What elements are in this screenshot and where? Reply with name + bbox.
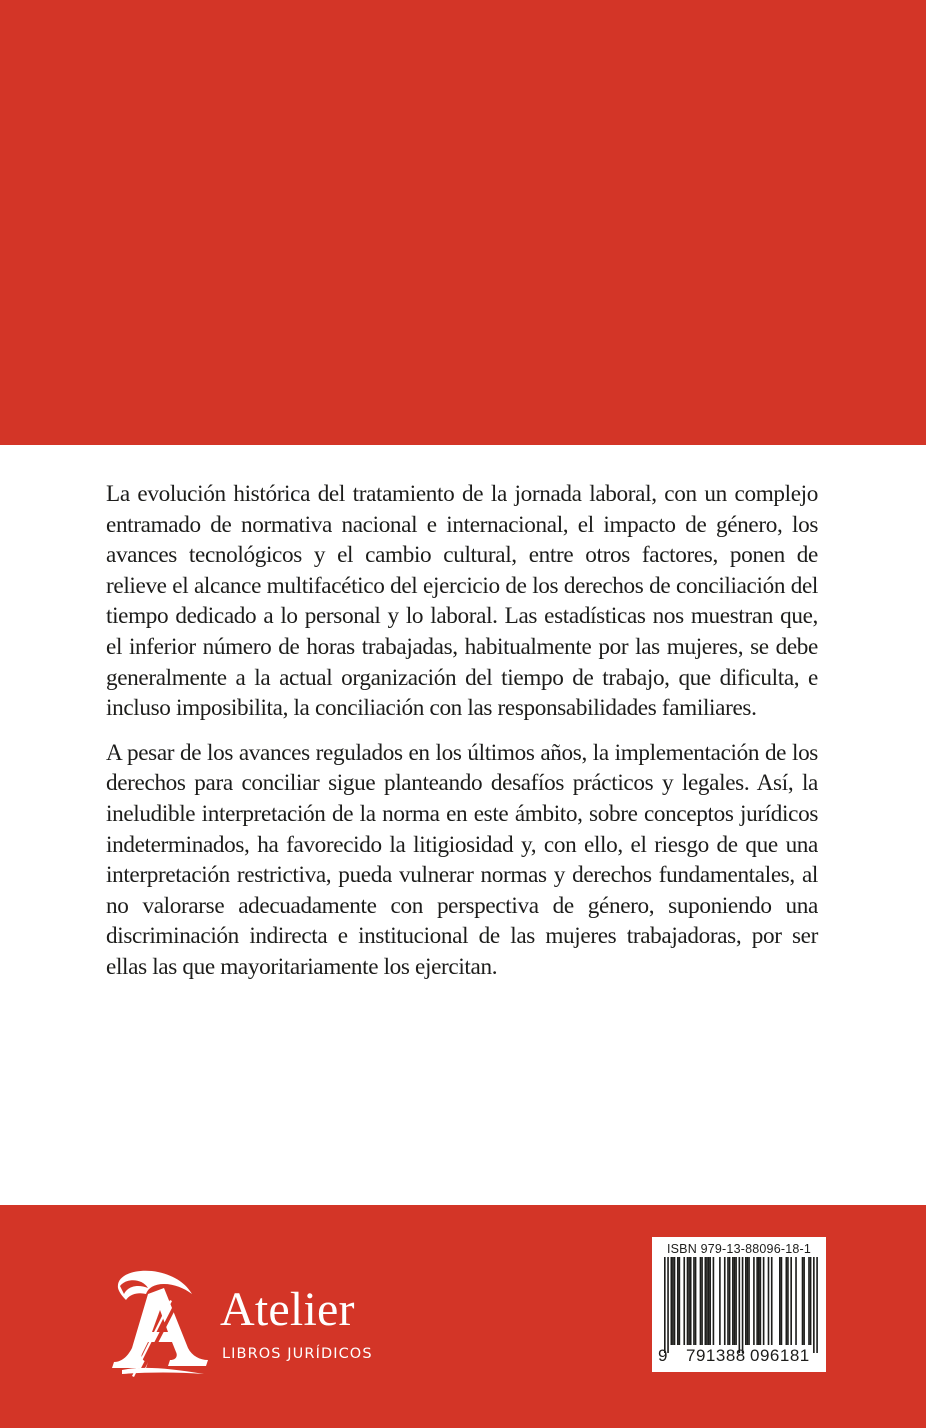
barcode-bar: [813, 1257, 815, 1353]
isbn-label: ISBN 979-13-88096-18-1: [666, 1242, 812, 1256]
barcode-bar: [747, 1257, 749, 1345]
barcode-bar: [745, 1257, 747, 1345]
barcode-bar: [708, 1257, 710, 1345]
barcode-right-digits: 096181: [750, 1346, 810, 1365]
barcode-bar: [705, 1257, 707, 1345]
barcode-bars: [652, 1257, 826, 1353]
barcode-bar: [724, 1257, 726, 1345]
barcode-bar: [693, 1257, 695, 1345]
barcode-bar: [742, 1257, 744, 1353]
barcode-bar: [674, 1257, 676, 1345]
barcode-bar: [670, 1257, 672, 1345]
barcode-bar: [677, 1257, 679, 1345]
barcode-left-digits: 791388: [686, 1346, 746, 1365]
barcode-bar: [802, 1257, 804, 1345]
isbn-barcode: [652, 1237, 826, 1372]
publisher-name: Atelier: [220, 1283, 355, 1336]
barcode-bar: [760, 1257, 762, 1345]
barcode-bar: [748, 1257, 750, 1345]
blurb-paragraph-1: La evolución histórica del tratamiento de la jornada laboral, con un complejo entramado de normativa nacional e internacional, el impacto de género, los avances tecnológicos y el cambio cultural, entre otros factores, ponen de relieve el alcance multifacético del ejercicio de los derechos de conciliación del tiempo dedicado a lo personal y lo laboral. Las estadísticas nos muestran que, el inferior número de horas trabajadas, habitualmente por las mujeres, se debe generalmente a la actual organización del tiempo de trabajo, que dificulta, e incluso imposibilita, la conciliación con las responsabilidades familiares.: [106, 481, 818, 722]
barcode-lead-digit: 9: [658, 1346, 668, 1365]
blurb-paragraph-2: A pesar de los avances regulados en los últimos años, la implementación de los derechos para conciliar sigue planteando desafíos prácticos y legales. Así, la ineludible interpretación de la norma en este ámbito, sobre conceptos jurídicos indeterminados, ha favorecido la litigiosidad y, con ello, el riesgo de que una interpretación restrictiva, pueda vulnerar normas y derechos fundamentales, al no valorarse adecuadamente con perspectiva de género, suponiendo una discriminación indirecta e institucional de las mujeres trabajadoras, por ser ellas las que mayoritariamente los ejercitan.: [106, 739, 818, 980]
barcode-bar: [709, 1257, 711, 1345]
top-red-band: [0, 0, 926, 445]
barcode-bar: [729, 1257, 731, 1345]
barcode-bar: [672, 1257, 674, 1345]
barcode-bar: [688, 1257, 690, 1345]
barcode-bar: [795, 1257, 797, 1345]
barcode-bar: [687, 1257, 689, 1345]
barcode-bar: [787, 1257, 789, 1345]
barcode-bar: [803, 1257, 805, 1345]
barcode-bar: [727, 1257, 729, 1345]
barcode-bar: [758, 1257, 760, 1345]
barcode-bar: [664, 1257, 666, 1353]
publisher-logo: [108, 1266, 378, 1381]
barcode-bar: [763, 1257, 765, 1345]
barcode-bar: [734, 1257, 736, 1345]
barcode-bar: [706, 1257, 708, 1345]
barcode-bar: [753, 1257, 755, 1345]
barcode-bar: [713, 1257, 715, 1345]
barcode-bar: [700, 1257, 702, 1345]
barcode-bar: [756, 1257, 758, 1345]
barcode-bar: [695, 1257, 697, 1345]
barcode-bar: [701, 1257, 703, 1345]
barcode-bar: [739, 1257, 741, 1353]
barcode-bar: [810, 1257, 812, 1345]
barcode-bar: [781, 1257, 783, 1345]
barcode-bar: [771, 1257, 773, 1345]
barcode-bar: [779, 1257, 781, 1345]
publisher-subtitle: LIBROS JURÍDICOS: [222, 1346, 373, 1362]
barcode-bar: [735, 1257, 737, 1345]
barcode-bar: [786, 1257, 788, 1345]
barcode-bar: [768, 1257, 770, 1345]
barcode-bar: [732, 1257, 734, 1345]
barcode-bar: [683, 1257, 685, 1345]
barcode-bar: [679, 1257, 681, 1345]
barcode-bar: [690, 1257, 692, 1345]
back-cover-blurb: [106, 479, 818, 983]
barcode-bar: [790, 1257, 792, 1345]
atelier-a-monogram-icon: [108, 1266, 213, 1378]
barcode-bar: [816, 1257, 818, 1353]
barcode-bar: [808, 1257, 810, 1345]
barcode-bar: [719, 1257, 721, 1345]
barcode-bar: [667, 1257, 669, 1353]
